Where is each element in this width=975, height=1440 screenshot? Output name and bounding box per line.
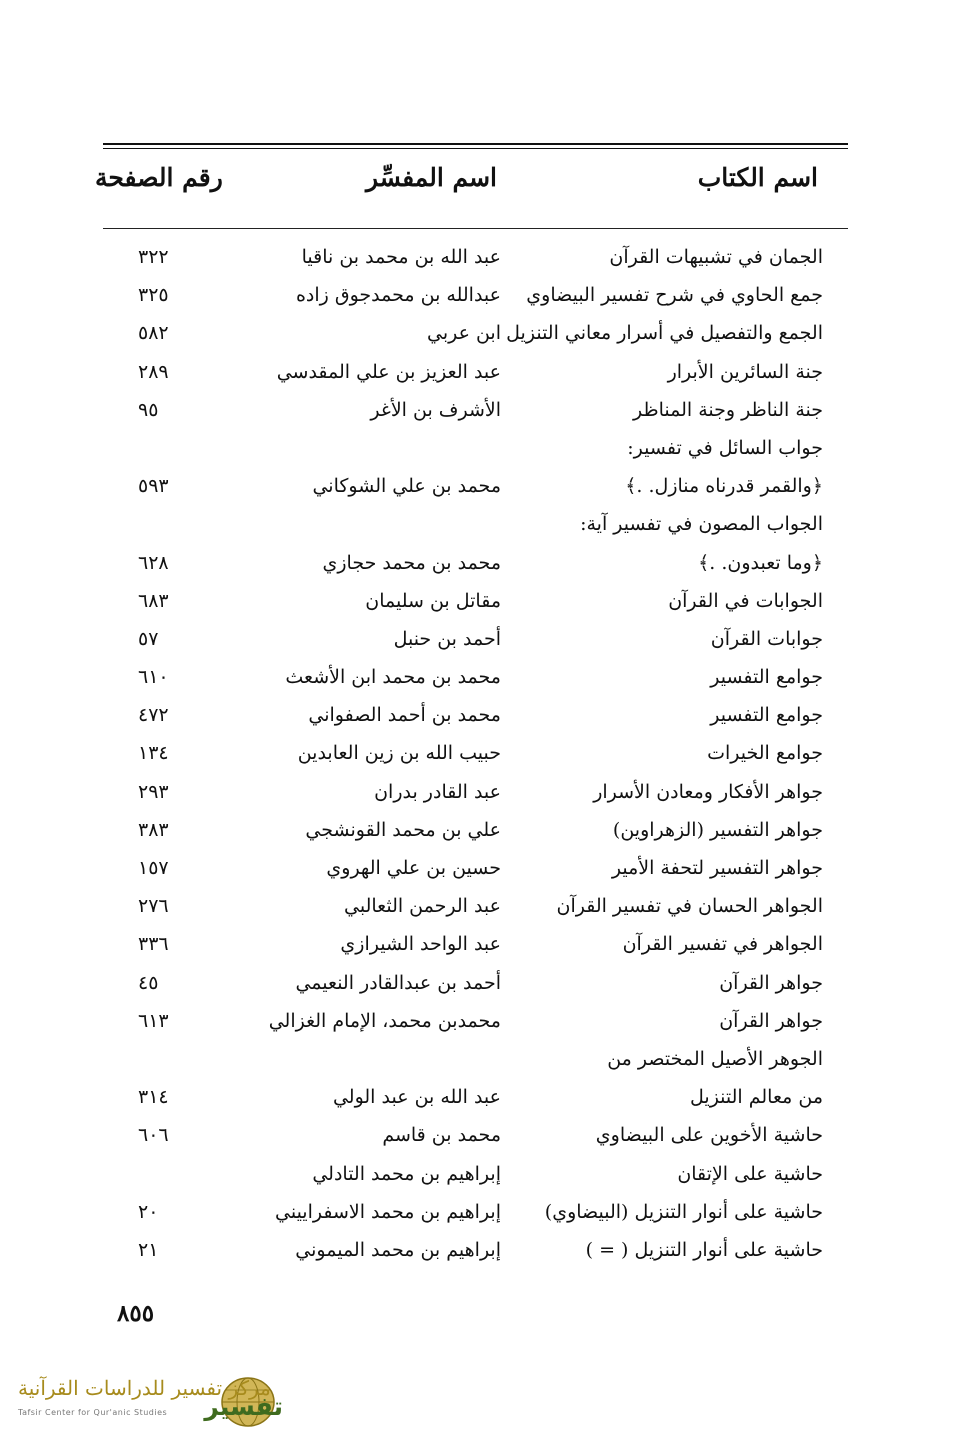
book-title: من معالم التنزيل xyxy=(690,1086,823,1109)
page-ref: ٢٨٩ xyxy=(138,360,169,383)
book-title: حاشية على أنوار التنزيل ( = ) xyxy=(585,1238,823,1261)
author-name: محمد بن أحمد الصفواني xyxy=(308,704,501,727)
page-ref: ٦٨٣ xyxy=(138,589,169,612)
author-name: إبراهيم بن محمد الاسفراييني xyxy=(275,1200,501,1223)
table-row xyxy=(0,505,975,543)
book-title: ﴿والقمر قدرناه منازل. .﴾ xyxy=(625,475,823,498)
author-name: أحمد بن حنبل xyxy=(393,627,501,650)
book-title: حاشية على أنوار التنزيل (البيضاوي) xyxy=(544,1200,823,1223)
table-row xyxy=(0,467,975,505)
table-row xyxy=(0,925,975,963)
book-title: جوامع التفسير xyxy=(710,666,823,689)
author-name: الأشرف بن الأغر xyxy=(370,398,501,421)
author-name: إبراهيم بن محمد التادلي xyxy=(312,1162,501,1185)
table-row xyxy=(0,544,975,582)
book-title: جواهر التفسير (الزهراوين) xyxy=(612,818,823,841)
page-ref: ٦٢٨ xyxy=(138,551,169,574)
footer-logo xyxy=(14,1372,289,1432)
table-row xyxy=(0,1193,975,1231)
author-name: محمدبن محمد، الإمام الغزالي xyxy=(268,1009,501,1032)
top-rule-thin xyxy=(103,148,848,149)
page-ref: ٥٨٢ xyxy=(138,322,169,345)
book-title: حاشية الأخوين على البيضاوي xyxy=(595,1124,823,1147)
author-name: علي بن محمد القونشجي xyxy=(305,818,501,841)
page-ref: ٢٩٣ xyxy=(138,780,169,803)
page-ref: ٢١ xyxy=(138,1238,159,1261)
table-row xyxy=(0,353,975,391)
page-ref: ٤٥ xyxy=(138,971,159,994)
table-row xyxy=(0,1231,975,1269)
author-name: محمد بن علي الشوكاني xyxy=(312,475,501,498)
book-title: الجوابات في القرآن xyxy=(668,589,823,612)
page-ref: ١٥٧ xyxy=(138,857,169,879)
page-ref: ٣٨٣ xyxy=(138,818,169,841)
author-name: عبد الرحمن الثعالبي xyxy=(344,895,501,918)
page-ref: ٦٠٦ xyxy=(138,1124,169,1147)
author-name: أحمد بن عبدالقادر النعيمي xyxy=(295,971,501,994)
logo-latin-name: Tafsir Center for Qur'anic Studies xyxy=(18,1408,168,1417)
table-row xyxy=(0,773,975,811)
author-name: عبد العزيز بن علي المقدسي xyxy=(276,360,501,383)
book-title: جواهر الأفكار ومعادن الأسرار xyxy=(593,780,823,803)
book-title: الجوهر الأصيل المختصر من xyxy=(607,1047,823,1070)
book-title: جواهر القرآن xyxy=(719,971,823,994)
book-title: جوامع التفسير xyxy=(710,704,823,727)
book-title: جواهر القرآن xyxy=(719,1009,823,1032)
logo-wordmark: تفسير xyxy=(204,1392,283,1421)
book-title: جمع الحاوي في شرح تفسير البيضاوي xyxy=(526,284,823,307)
book-title: حاشية على الإتقان xyxy=(677,1162,823,1185)
author-name: محمد بن محمد حجازي xyxy=(322,551,501,574)
author-name: عبد القادر بدران xyxy=(374,780,501,803)
top-rule xyxy=(103,143,848,145)
page-ref: ٢٧٦ xyxy=(138,895,169,918)
table-row xyxy=(0,1078,975,1116)
table-row xyxy=(0,734,975,772)
author-name: مقاتل بن سليمان xyxy=(365,589,501,612)
page-number: ٨٥٥ xyxy=(117,1300,155,1327)
page-ref: ٥٩٣ xyxy=(138,475,169,498)
table-row xyxy=(0,314,975,352)
author-name: عبد الواحد الشيرازي xyxy=(340,933,501,956)
table-row xyxy=(0,849,975,887)
page-ref: ٥٧ xyxy=(138,627,159,650)
table-row xyxy=(0,276,975,314)
page-ref: ١٣٤ xyxy=(138,742,169,765)
book-title: جوابات القرآن xyxy=(710,627,823,650)
table-row xyxy=(0,696,975,734)
book-title: الجواهر الحسان في تفسير القرآن xyxy=(556,895,823,918)
book-title: جواب السائل في تفسير: xyxy=(627,436,823,459)
book-title: جنة السائرين الأبرار xyxy=(667,360,823,383)
table-row xyxy=(0,582,975,620)
table-row xyxy=(0,1155,975,1193)
author-name: عبد الله بن محمد بن ناقيا xyxy=(301,246,501,268)
book-title: الجمع والتفصيل في أسرار معاني التنزيل xyxy=(506,322,823,345)
book-title: ﴿وما تعبدون. .﴾ xyxy=(698,551,823,574)
table-row xyxy=(0,811,975,849)
page-ref: ٤٧٢ xyxy=(138,704,169,727)
author-name: عبد الله بن عبد الولي xyxy=(332,1086,501,1109)
page-ref: ٣١٤ xyxy=(138,1086,169,1109)
author-name: حبيب الله بن زين العابدين xyxy=(297,742,501,765)
logo-arabic-name: مركز تفسير للدراسات القرآنية xyxy=(18,1376,271,1400)
page-ref: ٢٠ xyxy=(138,1200,159,1223)
book-title: جنة الناظر وجنة المناظر xyxy=(633,398,823,421)
book-title: الجمان في تشبيهات القرآن xyxy=(609,246,823,268)
author-name: محمد بن قاسم xyxy=(382,1124,501,1147)
table-row xyxy=(0,1002,975,1040)
table-row xyxy=(0,391,975,429)
author-name: ابن عربي xyxy=(426,322,501,345)
book-title: الجواهر في تفسير القرآن xyxy=(622,933,823,956)
table-row xyxy=(0,1040,975,1078)
book-title: جوامع الخيرات xyxy=(707,742,823,765)
table-row xyxy=(0,1116,975,1154)
book-title: جواهر التفسير لتحفة الأمير xyxy=(611,857,823,879)
column-header-page: رقم الصفحة xyxy=(95,163,223,192)
table-row xyxy=(0,887,975,925)
index-table xyxy=(0,238,975,1269)
table-row xyxy=(0,964,975,1002)
author-name: حسين بن علي الهروي xyxy=(326,857,501,879)
table-row xyxy=(0,658,975,696)
table-row xyxy=(0,620,975,658)
page-ref: ٦١٣ xyxy=(138,1009,169,1032)
table-row xyxy=(0,238,975,276)
header-rule xyxy=(103,228,848,229)
author-name: عبدالله بن محمدجوق زاده xyxy=(295,284,501,307)
author-name: محمد بن محمد ابن الأشعث xyxy=(285,666,501,689)
book-title: الجواب المصون في تفسير آية: xyxy=(580,513,823,536)
table-row xyxy=(0,429,975,467)
page-ref: ٣٢٢ xyxy=(138,246,169,268)
column-header-book: اسم الكتاب xyxy=(697,163,818,192)
page-ref: ٣٢٥ xyxy=(138,284,169,307)
column-header-author: اسم المفسِّر xyxy=(366,163,497,192)
page-ref: ٦١٠ xyxy=(138,666,169,689)
author-name: إبراهيم بن محمد الميموني xyxy=(295,1238,501,1261)
page-ref: ٩٥ xyxy=(138,398,159,421)
page-ref: ٣٣٦ xyxy=(138,933,169,956)
